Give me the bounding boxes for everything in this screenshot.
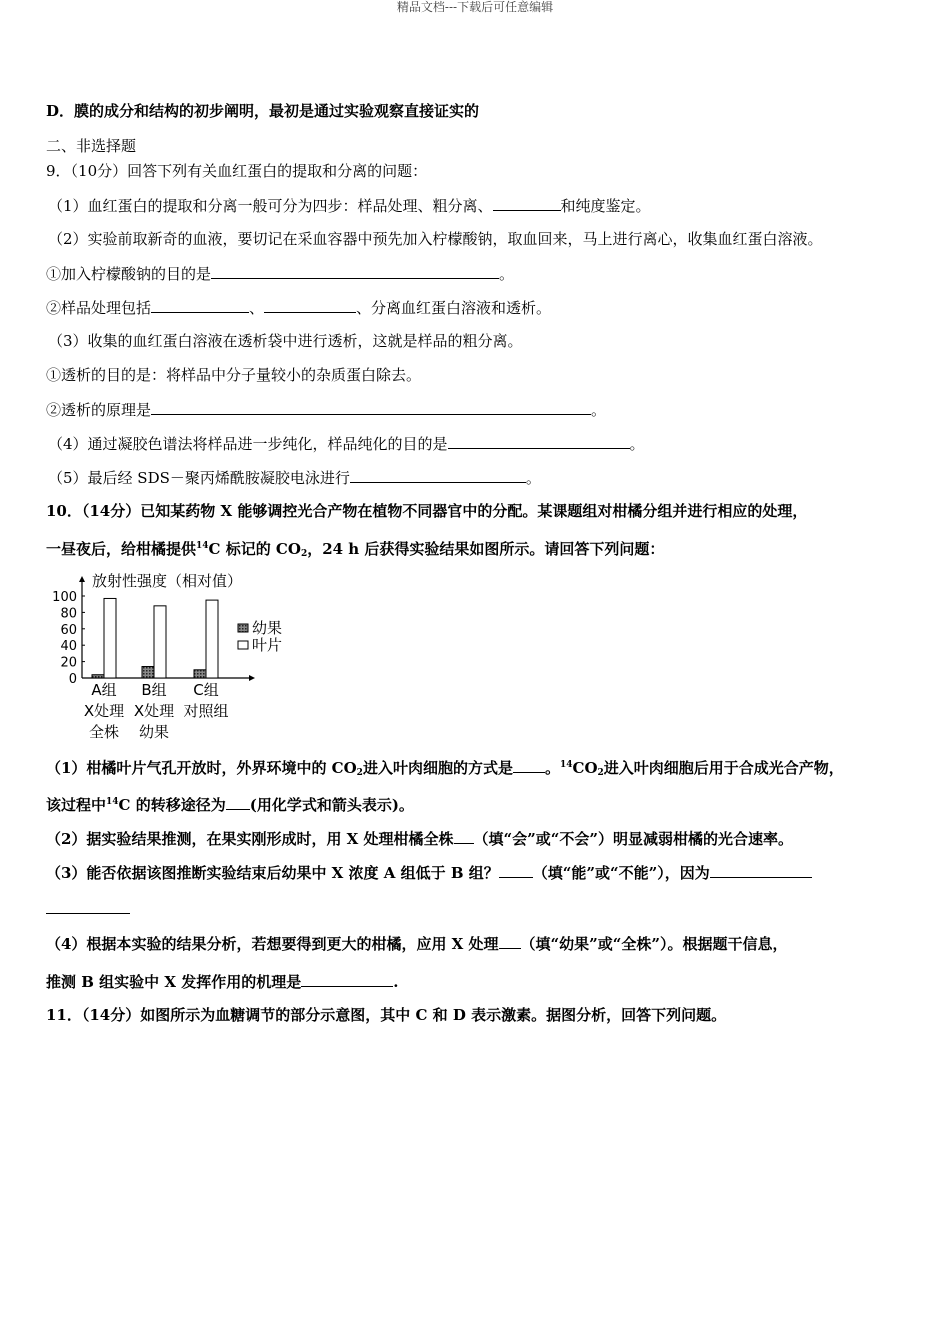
y-tick-label: 100 bbox=[52, 590, 77, 605]
answer-blank[interactable] bbox=[448, 433, 630, 449]
q10-3-a: （3）能否依据该图推断实验结束后幼果中 X 浓度 A 组低于 B 组？ bbox=[46, 864, 499, 882]
q10-4-c: 推测 B 组实验中 X 发挥作用的机理是 bbox=[46, 973, 302, 991]
q10-4-d: . bbox=[393, 973, 399, 991]
bar bbox=[194, 670, 206, 678]
y-axis-arrow bbox=[79, 576, 85, 582]
q10-1-sub: 2 bbox=[356, 768, 363, 778]
answer-blank[interactable] bbox=[493, 195, 561, 211]
q9-part3: （3）收集的血红蛋白溶液在透析袋中进行透析，这就是样品的粗分离。 bbox=[48, 332, 523, 350]
x-tick-label: 幼果 bbox=[138, 723, 170, 741]
legend-swatch bbox=[238, 624, 248, 632]
q10-2-a: （2）据实验结果推测，在果实刚形成时，用 X 处理柑橘全株 bbox=[46, 830, 454, 848]
q10-3-b: （填“能”或“不能”），因为 bbox=[532, 864, 710, 882]
chart-title: 放射性强度（相对值） bbox=[92, 572, 243, 590]
q10-1-a: （1）柑橘叶片气孔开放时，外界环境中的 CO bbox=[46, 759, 357, 777]
x-tick-label: B组 bbox=[141, 681, 167, 699]
q10-1-c: 。 bbox=[544, 759, 560, 777]
page-header: 精品文档---下载后可任意编辑 bbox=[396, 0, 554, 14]
q9-part2-1-text: ①加入柠檬酸钠的目的是 bbox=[46, 265, 212, 283]
q10-part4-cont bbox=[46, 971, 398, 992]
q10-1-f-a: 该过程中 bbox=[46, 796, 107, 814]
answer-blank[interactable] bbox=[499, 862, 533, 878]
q9-part2-2-sep: 、 bbox=[249, 299, 265, 317]
bar bbox=[92, 675, 104, 678]
y-tick-label: 0 bbox=[68, 672, 77, 687]
q10-cont-a: 一昼夜后，给柑橘提供 bbox=[46, 540, 197, 558]
option-d: D．膜的成分和结构的初步阐明，最初是通过实验观察直接证实的 bbox=[46, 102, 480, 120]
answer-blank[interactable] bbox=[46, 898, 130, 914]
q10-cont-b: C 标记的 CO bbox=[208, 540, 301, 558]
q10-part2 bbox=[46, 828, 793, 849]
legend bbox=[238, 619, 282, 654]
q9-part1 bbox=[48, 195, 651, 216]
bar bbox=[206, 600, 218, 678]
q10-4-b: （填“幼果”或“全株”）。根据题干信息， bbox=[520, 935, 788, 953]
question-11: 11．（14分）如图所示为血糖调节的部分示意图，其中 C 和 D 表示激素。据图分析，回答下列问题。 bbox=[46, 1006, 727, 1024]
q10-part1-cont bbox=[46, 794, 414, 815]
q9-part5 bbox=[48, 467, 541, 488]
q10-1-e: 进入叶肉细胞后用于合成光合产物， bbox=[603, 759, 844, 777]
q9-part3-2 bbox=[46, 399, 606, 420]
q9-part2-1 bbox=[46, 263, 514, 284]
bar bbox=[104, 598, 116, 678]
q9-part2-2 bbox=[46, 297, 551, 318]
q10-sub: 2 bbox=[300, 549, 308, 559]
answer-blank[interactable] bbox=[454, 828, 474, 844]
x-tick-label: X处理 bbox=[83, 702, 125, 720]
q9-part4 bbox=[48, 433, 645, 454]
q9-part3-1: ①透析的目的是：将样品中分子量较小的杂质蛋白除去。 bbox=[46, 366, 422, 384]
x-tick-label: C组 bbox=[193, 681, 219, 699]
q10-1-d: CO bbox=[572, 759, 598, 777]
q9-part2: （2）实验前取新奇的血液，要切记在采血容器中预先加入柠檬酸钠，取血回来，马上进行离心，收集血红蛋白溶液。 bbox=[48, 230, 823, 248]
q10-4-a: （4）根据本实验的结果分析，若想要得到更大的柑橘，应用 X 处理 bbox=[46, 935, 499, 953]
q9-part3-2-end: 。 bbox=[591, 401, 607, 419]
y-tick-label: 20 bbox=[60, 655, 77, 671]
q9-part3-2-text: ②透析的原理是 bbox=[46, 401, 152, 419]
bar bbox=[154, 606, 166, 678]
q9-part1-text: （1）血红蛋白的提取和分离一般可分为四步：样品处理、粗分离、 bbox=[48, 197, 493, 215]
legend-label: 幼果 bbox=[252, 619, 283, 637]
q10-sup: 14 bbox=[196, 541, 209, 551]
y-tick-label: 80 bbox=[60, 606, 77, 622]
q10-1-f-b: C 的转移途径为 bbox=[118, 796, 226, 814]
y-tick-label: 40 bbox=[60, 639, 77, 655]
x-labels bbox=[84, 681, 229, 741]
q9-part2-2-text: ②样品处理包括 bbox=[46, 299, 152, 317]
q10-1-sub2: 2 bbox=[597, 768, 604, 778]
q10-1-sup: 14 bbox=[559, 760, 573, 770]
x-tick-label: X处理 bbox=[133, 702, 175, 720]
q10-part3-cont bbox=[46, 898, 130, 919]
q9-part2-2-end: 、分离血红蛋白溶液和透析。 bbox=[356, 299, 552, 317]
answer-blank[interactable] bbox=[211, 263, 499, 279]
x-tick-label: A组 bbox=[91, 681, 117, 699]
q10-2-b: （填“会”或“不会”）明显减弱柑橘的光合速率。 bbox=[473, 830, 794, 848]
question-10-cont bbox=[46, 539, 664, 559]
answer-blank[interactable] bbox=[513, 757, 545, 773]
bars bbox=[92, 598, 218, 678]
answer-blank[interactable] bbox=[499, 933, 521, 949]
q9-part4-text: （4）通过凝胶色谱法将样品进一步纯化，样品纯化的目的是 bbox=[48, 435, 448, 453]
q9-part2-1-end: 。 bbox=[499, 265, 515, 283]
answer-blank[interactable] bbox=[151, 399, 591, 415]
legend-swatch bbox=[238, 641, 248, 649]
q10-1-f-sup: 14 bbox=[106, 797, 119, 807]
section-title: 二、非选择题 bbox=[46, 137, 137, 155]
q10-part4 bbox=[46, 933, 788, 954]
answer-blank[interactable] bbox=[710, 862, 812, 878]
y-tick-label: 60 bbox=[60, 622, 77, 638]
question-9: 9．（10分）回答下列有关血红蛋白的提取和分离的问题： bbox=[46, 162, 428, 180]
q9-part5-text: （5）最后经 SDS－聚丙烯酰胺凝胶电泳进行 bbox=[48, 469, 350, 487]
answer-blank[interactable] bbox=[264, 297, 356, 313]
x-tick-label: 全株 bbox=[88, 723, 120, 741]
q10-cont-c: ，24 h 后获得实验结果如图所示。请回答下列问题： bbox=[307, 540, 665, 558]
answer-blank[interactable] bbox=[226, 794, 250, 810]
bar bbox=[142, 667, 154, 678]
q10-part1 bbox=[46, 757, 844, 778]
q9-part5-end: 。 bbox=[525, 469, 541, 487]
x-axis-arrow bbox=[249, 675, 255, 681]
answer-blank[interactable] bbox=[350, 467, 526, 483]
question-10: 10．（14分）已知某药物 X 能够调控光合产物在植物不同器官中的分配。某课题组对柑橘分组并进行相应的处理， bbox=[46, 502, 808, 520]
x-tick-label: 对照组 bbox=[183, 702, 229, 720]
answer-blank[interactable] bbox=[151, 297, 249, 313]
q10-part3 bbox=[46, 862, 812, 883]
bar-chart bbox=[44, 568, 304, 748]
q10-1-b: 进入叶肉细胞的方式是 bbox=[362, 759, 513, 777]
q9-part1-end: 和纯度鉴定。 bbox=[560, 197, 651, 215]
answer-blank[interactable] bbox=[301, 971, 393, 987]
q9-part4-end: 。 bbox=[629, 435, 645, 453]
legend-label: 叶片 bbox=[252, 636, 283, 654]
q10-1-f-c: (用化学式和箭头表示)。 bbox=[249, 796, 414, 814]
